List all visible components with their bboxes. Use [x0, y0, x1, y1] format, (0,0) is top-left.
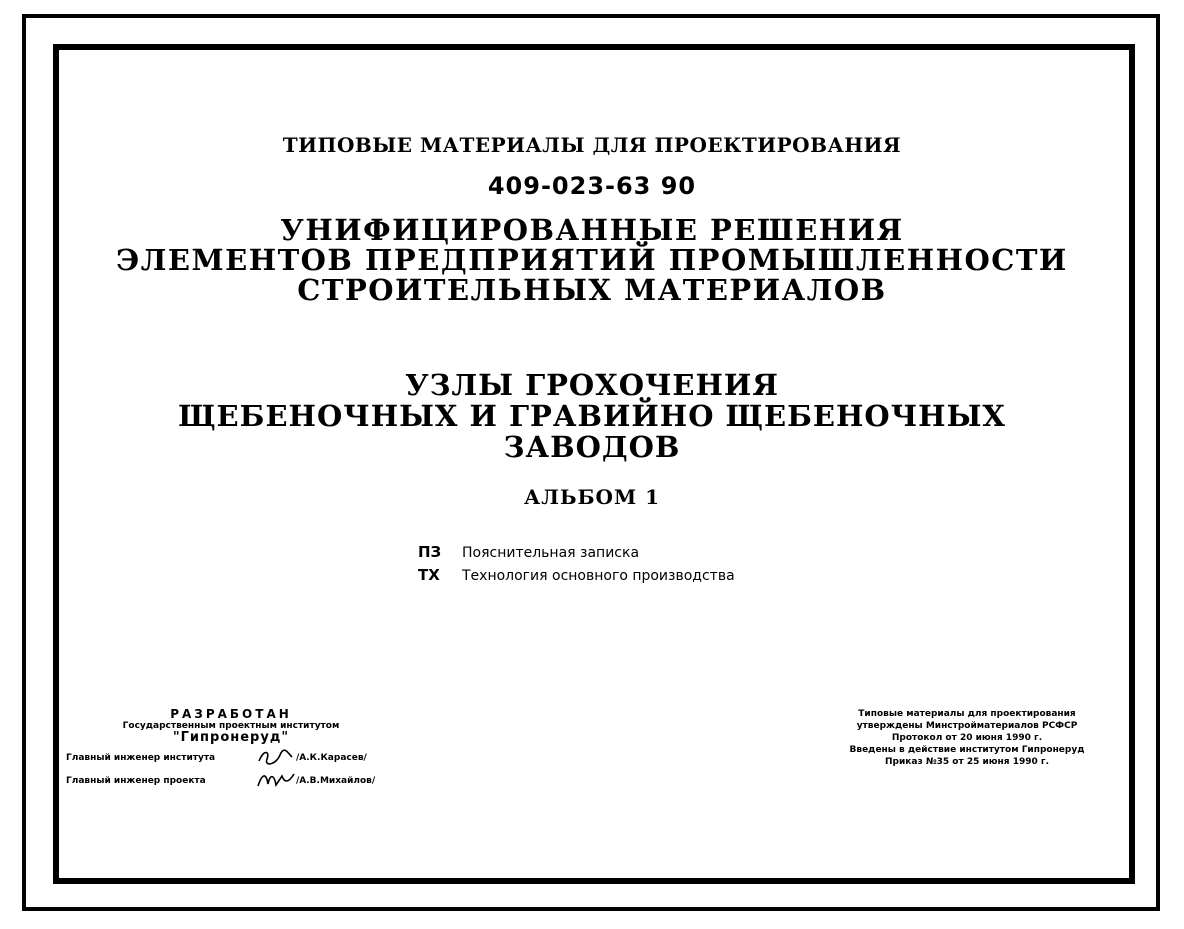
- approval-line-3: Протокол от 20 июня 1990 г.: [891, 733, 1043, 743]
- approval-block: [812, 708, 1122, 768]
- project-engineer-role: Главный инженер проекта: [66, 775, 206, 786]
- chief-engineer-name: /А.К.Карасев/: [296, 752, 367, 763]
- approval-line-1: Типовые материалы для проектирования: [858, 709, 1076, 719]
- chief-engineer-role: Главный инженер института: [66, 752, 216, 763]
- contents-item-label: Технология основного производства: [462, 568, 735, 584]
- chief-engineer-signature-row: [66, 747, 396, 767]
- developer-organization: Государственным проектным институтом: [122, 721, 340, 731]
- album-label: АЛЬБОМ 1: [523, 485, 660, 509]
- developer-heading: РАЗРАБОТАН: [170, 707, 292, 721]
- main-title: [0, 215, 1184, 305]
- approval-line-2: утверждены Минстройматериалов РСФСР: [856, 721, 1078, 731]
- contents-item: [418, 564, 735, 587]
- developer-institute-name: "Гипронеруд": [172, 730, 290, 745]
- project-engineer-name: /А.В.Михайлов/: [296, 775, 376, 786]
- contents-item-label: Пояснительная записка: [462, 545, 640, 561]
- contents-item-code: ПЗ: [418, 543, 442, 561]
- subtitle-line-3: ЗАВОДОВ: [503, 430, 681, 464]
- developer-block: [66, 708, 396, 790]
- main-title-line-1: УНИФИЦИРОВАННЫЕ РЕШЕНИЯ: [280, 213, 904, 247]
- approval-line-5: Приказ №35 от 25 июня 1990 г.: [885, 757, 1049, 767]
- subtitle-line-1: УЗЛЫ ГРОХОЧЕНИЯ: [405, 368, 779, 402]
- contents-item: [418, 541, 735, 564]
- contents-list: [418, 541, 735, 587]
- document-number: 409-023-63 90: [487, 172, 697, 200]
- approval-line-4: Введены в действие институтом Гипронеруд: [849, 745, 1085, 755]
- main-title-line-2: ЭЛЕМЕНТОВ ПРЕДПРИЯТИЙ ПРОМЫШЛЕННОСТИ: [116, 243, 1068, 277]
- signature-mark: [256, 770, 296, 790]
- contents-item-code: ТХ: [418, 566, 440, 584]
- project-engineer-signature-row: [66, 770, 396, 790]
- main-title-line-3: СТРОИТЕЛЬНЫХ МАТЕРИАЛОВ: [297, 273, 887, 307]
- series-title: ТИПОВЫЕ МАТЕРИАЛЫ ДЛЯ ПРОЕКТИРОВАНИЯ: [282, 133, 902, 157]
- subtitle-line-2: ЩЕБЕНОЧНЫХ И ГРАВИЙНО ЩЕБЕНОЧНЫХ: [178, 399, 1006, 433]
- subtitle: [0, 370, 1184, 463]
- signature-mark: [256, 747, 296, 767]
